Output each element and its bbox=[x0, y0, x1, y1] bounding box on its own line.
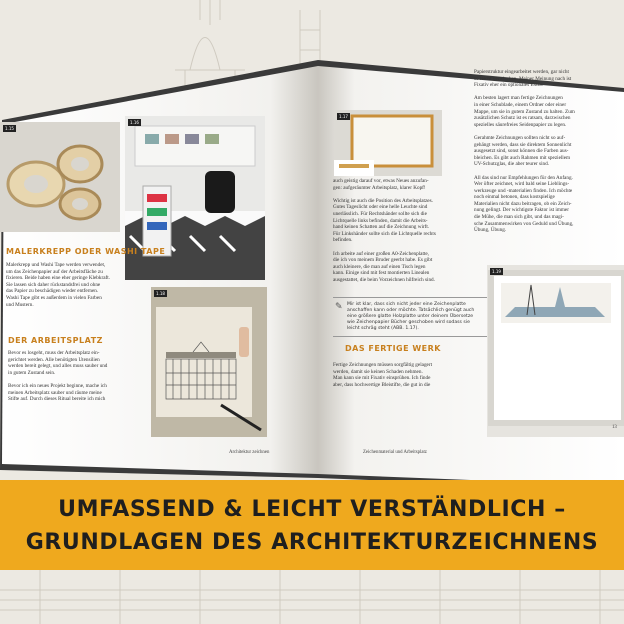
text-arbeitsplatz: Bevor es losgeht, muss der Arbeitsplatz ein- gerichtet werden. Alle benötigten Utensilien werden bereit gelegt, und alles muss sauber und in gutem Zustand sein. Bevor ich ein neues Projekt beginne, mache ich meinen Arbeitsplatz sauber und räume meine Stifte auf. Durch dieses Ritual bereite ich mich bbox=[8, 350, 108, 403]
headline-banner bbox=[0, 480, 624, 570]
heading-malerkrepp: MALERKREPP ODER WASHI TAPE bbox=[6, 247, 166, 256]
tip-box bbox=[333, 297, 487, 337]
photo-tape-rolls bbox=[0, 122, 120, 232]
tip-text: Mir ist klar, dass sich nicht jeder eine Zeichenplatte anschaffen kann oder möchte. Tatsächlich genügt auch eine größere glatte Holzplatte unter deinem Übersetze wie Zeichenpapier Bücher geschoben wird sodass sie leicht schräg steht (ABB. 1.17). bbox=[347, 302, 475, 331]
page-number: 13 bbox=[612, 425, 617, 430]
right-page-footer: Zeichenmaterial und Arbeitsplatz bbox=[363, 450, 427, 455]
headline-line-1: UMFASSEND & LEICHT VERSTÄNDLICH – bbox=[58, 497, 566, 522]
photo-number: 1.15 bbox=[5, 126, 14, 131]
left-page-footer: Architektur zeichnen bbox=[229, 450, 270, 455]
photo-number: 1.19 bbox=[492, 269, 501, 274]
text-right-column-2: Papierstruktur eingearbeitet werden, gar nicht so leicht verwischen. Meiner Meinung nach ist Fixativ eher ein optionales Extra. Am besten lagert man fertige Zeichnungen in einer Schublade, einem Ordner oder einer Mappe, um sie in gutem Zustand zu halten. Zum zusätzlichen Schutz ist es ratsam, darzwischen spezielles säurefreies Seidenpapier zu legen. Gerahmte Zeichnungen sollten nicht so auf- gehängt werden, dass sie direktem Sonnenlicht ausgesetzt sind, sonst können die Farben aus- bleichen. Es gibt auch Rahmen mit speziellem UV-Schutzglas, die aber teurer sind. All das sind nur Empfehlungen für den Anfang. Wer öfter zeichnet, wird bald seine Lieblings- werkzeuge und -materialien finden. Ich möchte noch einmal betonen, dass kostspielige Materialien nicht dazu beitragen, ob ein Zeich- nung gelingt. Der wichtigste Faktor ist immer die Mühe, die man sich gibt, und das magi- sche Zusammenwirken von Geduld und Übung, Übung, Übung. bbox=[474, 69, 575, 234]
heading-fertige-werk: DAS FERTIGE WERK bbox=[345, 344, 442, 353]
photo-drafting-table bbox=[334, 110, 442, 176]
headline-line-2: GRUNDLAGEN DES ARCHITEKTURZEICHNENS bbox=[25, 530, 599, 555]
photo-drawing-board bbox=[151, 287, 267, 437]
photo-number: 1.16 bbox=[130, 120, 139, 125]
photo-number: 1.18 bbox=[156, 291, 165, 296]
photo-framed-drawing bbox=[487, 265, 624, 437]
pencil-icon: ✎ bbox=[335, 302, 343, 312]
text-fertige-werk: Fertige Zeichnungen müssen sorgfältig gelagert werden, damit sie keinen Schaden nehmen. Man kann sie mit Fixativ einsprühen. Ich finde aber, dass hochwertige Bleistifte, die gut in die bbox=[333, 362, 433, 388]
text-right-column-1: auch geistig darauf vor, etwas Neues anzufan- gen: aufgeräumter Arbeitsplatz, klarer Kopf! Wichtig ist auch die Position des Arbeitsplatzes. Gutes Tageslicht oder eine helle Leuchte sind unerlässlich. Für Rechtshänder sollte sich die Lichtquelle links befinden, damit die Arbeits- hand keinen Schatten auf die Zeichnung wirft. Für Linkshänder sollte sich die Lichtquelle rechts befinden. Ich arbeite auf einer großen A0-Zeichenplatte, die ich von meinem Bruder geerbt habe. Es gibt auch kleinere, die man auf einen Tisch legen kann. Einige sind mit fest montierten Linealen ausgestattet, die beim Vorzeichnen hilfreich sind. bbox=[333, 178, 436, 283]
heading-arbeitsplatz: DER ARBEITSPLATZ bbox=[8, 336, 103, 345]
photo-number: 1.17 bbox=[339, 114, 348, 119]
text-malerkrepp: Malerkrepp und Washi Tape werden verwendet, um das Zeichenpapier auf der Arbeitsfläche zu fixieren. Beide haben eine eher geringe Klebkraft. Sie lassen sich daher rückstandsfrei und ohne das Papier zu beschädigen wieder entfernen. Washi Tape gibt es außerdem in vielen Farben und Mustern. bbox=[6, 262, 110, 308]
